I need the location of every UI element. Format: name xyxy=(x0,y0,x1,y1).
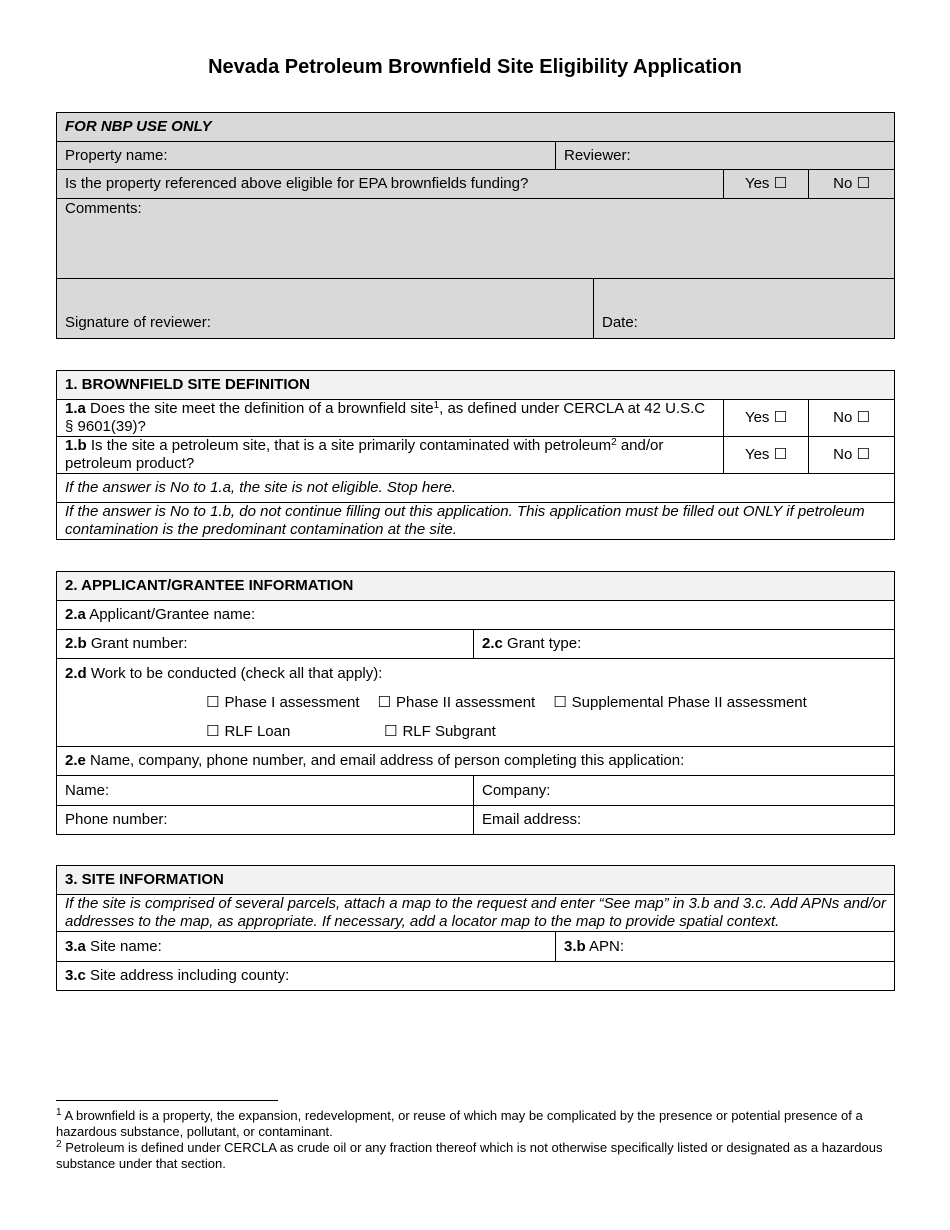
question-1b-text: Is the site a petroleum site, that is a site primarily contaminated with petroleum xyxy=(90,437,612,454)
section-1-header: 1. BROWNFIELD SITE DEFINITION xyxy=(57,371,895,400)
question-1a-label: 1.a xyxy=(65,400,86,417)
checkbox-icon[interactable]: ☐ xyxy=(377,694,391,711)
site-address-field[interactable] xyxy=(57,962,895,991)
footnote-ref-1: 1 xyxy=(433,400,440,411)
section-3-header: 3. SITE INFORMATION xyxy=(57,866,895,895)
apn-field[interactable] xyxy=(556,932,895,962)
field-2a-text: Applicant/Grantee name: xyxy=(89,606,256,623)
footnote-2-number: 2 xyxy=(56,1139,62,1150)
field-3a-label: 3.a xyxy=(65,937,86,955)
note-1a: If the answer is No to 1.a, the site is not eligible. Stop here. xyxy=(57,474,895,503)
supplemental-phase-2-label: Supplemental Phase II assessment xyxy=(571,694,807,711)
applicant-info-table xyxy=(56,571,895,835)
phase-2-label: Phase II assessment xyxy=(395,694,536,711)
contact-name-field[interactable]: Name: xyxy=(57,776,474,806)
nbp-header: FOR NBP USE ONLY xyxy=(57,113,895,142)
field-2b-text: Grant number: xyxy=(90,635,188,652)
field-3c-text: Site address including county: xyxy=(90,967,290,984)
property-name-field[interactable]: Property name: xyxy=(57,142,556,170)
phase-1-option[interactable] xyxy=(206,688,360,717)
section-2-header: 2. APPLICANT/GRANTEE INFORMATION xyxy=(57,572,895,601)
footnote-separator xyxy=(56,1100,278,1101)
contact-info-prompt xyxy=(57,747,895,776)
field-2c-text: Grant type: xyxy=(507,635,582,652)
field-3b-label: 3.b xyxy=(564,937,586,955)
footnote-2-text: Petroleum is defined under CERCLA as crude oil or any fraction thereof which is not otherwise specifically listed or designated as a hazardous substance under that section. xyxy=(56,1140,883,1171)
question-1a-text: Does the site meet the definition of a brownfield site xyxy=(90,400,434,417)
eligibility-question: Is the property referenced above eligible for EPA brownfields funding? xyxy=(57,170,724,199)
footnote-1-number: 1 xyxy=(56,1107,62,1118)
footnote-ref-2: 2 xyxy=(611,437,617,448)
q1b-no-checkbox[interactable]: No ☐ xyxy=(809,437,895,474)
phase-1-label: Phase I assessment xyxy=(224,694,360,711)
field-2d-text: Work to be conducted (check all that apply): xyxy=(90,665,383,682)
q1a-no-checkbox[interactable]: No ☐ xyxy=(809,400,895,437)
q1b-yes-checkbox[interactable]: Yes ☐ xyxy=(724,437,809,474)
rlf-loan-label: RLF Loan xyxy=(224,723,291,740)
grant-number-field[interactable] xyxy=(57,630,474,659)
eligibility-no-checkbox[interactable]: No ☐ xyxy=(809,170,895,199)
work-type-cell xyxy=(57,659,895,747)
comments-field[interactable]: Comments: xyxy=(57,199,895,279)
site-info-note: If the site is comprised of several parcels, attach a map to the request and enter “See map” in 3.b and 3.c. Add APNs and/or addresses to the map, as appropriate. If necessary, add a locator map to the map to provide spatial context. xyxy=(57,895,895,932)
field-3a-text: Site name: xyxy=(90,937,162,955)
rlf-subgrant-label: RLF Subgrant xyxy=(402,723,496,740)
field-2e-label: 2.e xyxy=(65,752,86,769)
checkbox-icon[interactable]: ☐ xyxy=(206,694,220,711)
contact-phone-field[interactable]: Phone number: xyxy=(57,806,474,835)
q1a-yes-checkbox[interactable]: Yes ☐ xyxy=(724,400,809,437)
question-1b-text-end: and/or petroleum product? xyxy=(65,437,664,472)
rlf-loan-option[interactable] xyxy=(206,717,368,746)
nbp-use-table xyxy=(56,112,895,339)
field-3c-label: 3.c xyxy=(65,967,86,984)
reviewer-field[interactable]: Reviewer: xyxy=(556,142,895,170)
applicant-name-field[interactable] xyxy=(57,601,895,630)
page-title: Nevada Petroleum Brownfield Site Eligibility Application xyxy=(208,56,742,78)
phase-2-option[interactable] xyxy=(378,688,536,717)
question-1a-text-end: , as defined under CERCLA at 42 U.S.C § 9601(39)? xyxy=(65,400,706,435)
question-1b xyxy=(57,437,724,474)
site-info-table xyxy=(56,865,895,991)
checkbox-icon[interactable]: ☐ xyxy=(384,723,398,740)
field-2e-text: Name, company, phone number, and email address of person completing this application: xyxy=(90,752,685,769)
brownfield-definition-table xyxy=(56,370,895,540)
question-1a xyxy=(57,400,724,437)
field-2b-label: 2.b xyxy=(65,635,87,652)
grant-type-field[interactable] xyxy=(474,630,895,659)
field-3b-text: APN: xyxy=(589,937,625,955)
footnotes xyxy=(56,1108,894,1172)
question-1b-label: 1.b xyxy=(65,437,87,454)
field-2d-label: 2.d xyxy=(65,665,87,682)
footnote-1 xyxy=(56,1108,894,1140)
field-2a-label: 2.a xyxy=(65,606,86,623)
contact-company-field[interactable]: Company: xyxy=(474,776,895,806)
checkbox-icon[interactable]: ☐ xyxy=(553,694,567,711)
supplemental-phase-2-option[interactable] xyxy=(553,688,807,717)
reviewer-signature-field[interactable]: Signature of reviewer: xyxy=(57,279,594,339)
site-name-field[interactable] xyxy=(57,932,556,962)
eligibility-yes-checkbox[interactable]: Yes ☐ xyxy=(724,170,809,199)
footnote-1-text: A brownfield is a property, the expansion, redevelopment, or reuse of which may be complicated by the presence or potential presence of a hazardous substance, pollutant, or contaminant. xyxy=(56,1108,863,1139)
rlf-subgrant-option[interactable] xyxy=(384,717,496,746)
field-2c-label: 2.c xyxy=(482,635,503,652)
contact-email-field[interactable]: Email address: xyxy=(474,806,895,835)
review-date-field[interactable]: Date: xyxy=(594,279,895,339)
checkbox-icon[interactable]: ☐ xyxy=(206,723,220,740)
note-1b: If the answer is No to 1.b, do not continue filling out this application. This application must be filled out ONLY if petroleum contamination is the predominant contamination at the site. xyxy=(57,503,895,540)
footnote-2 xyxy=(56,1140,894,1172)
